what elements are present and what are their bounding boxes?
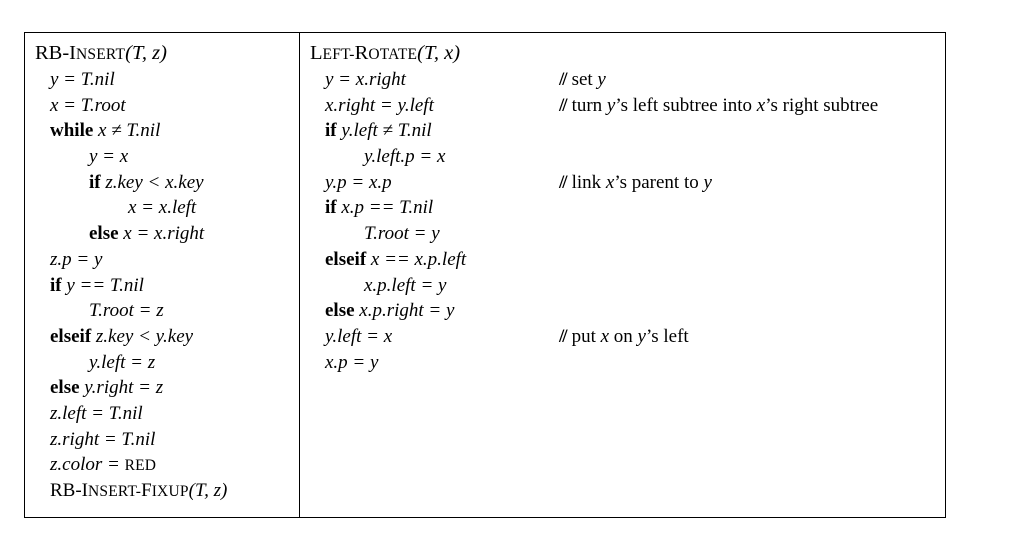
code-token: y [597,69,606,90]
code-comment [559,170,712,196]
code-token: turn [571,94,607,116]
code-token: z.right = T.nil [50,428,156,450]
code-token: RB-I [35,42,76,64]
code-line [35,452,227,478]
code-comment [559,324,689,350]
fixup-call-line [35,478,227,504]
code-token: link [571,171,606,193]
code-line [310,195,466,221]
code-token: y [703,171,712,193]
code-token: z.left = T.nil [50,402,143,424]
code-token: (T, z) [188,480,228,501]
code-token: // [559,171,566,193]
code-line [310,93,879,119]
code-line [35,401,227,427]
code-token: // [559,94,566,116]
code-line [310,324,689,350]
code-line [310,350,466,376]
code-token: x == x.p.left [370,248,467,270]
code-token: x [605,171,615,193]
code-line [35,93,227,119]
code-line [35,67,227,93]
code-token: y = T.nil [50,69,115,90]
code-token: x.p = y [325,351,379,373]
code-line [310,221,466,247]
code-token: NSERT- [88,483,142,500]
code-token: x = x.left [128,197,197,219]
code-token: y [637,325,646,347]
rb-insert-procedure [35,39,227,504]
code-token: x = x.right [123,223,205,245]
code-token: else [325,300,355,322]
code-token: z.key < y.key [95,325,194,347]
code-token: y.left.p = x [364,146,446,168]
code-token: ’s left [645,325,689,347]
code-token: L [310,42,323,64]
code-line [35,247,227,273]
code-token: ’s right subtree [765,94,879,116]
code-token: z.color = [50,454,125,476]
code-token: x.p == T.nil [341,197,434,219]
code-token: else [89,223,119,245]
code-token: else [50,377,80,399]
code-token: ’s left subtree into [615,94,757,116]
code-token: set [571,69,598,90]
code-token: RB-I [50,480,88,501]
code-token: OTATE [368,46,418,63]
code-token: // [559,325,566,347]
code-line [310,118,466,144]
code-token: elseif [50,325,92,347]
code-line [35,324,227,350]
code-token: x [600,325,610,347]
code-line [35,350,227,376]
code-token: R [354,42,369,64]
code-token: x.p.right = y [359,300,455,322]
code-token: NSERT [76,46,126,63]
code-token: if [50,274,62,296]
code-line [35,298,227,324]
code-token: z.p = y [50,248,103,270]
code-comment [559,93,878,119]
code-token: // [559,69,566,90]
code-token: if [325,197,337,219]
code-line [35,221,227,247]
code-token: EFT- [322,46,355,63]
code-token: (T, z) [125,42,167,64]
code-line [310,298,466,324]
code-token: if [89,171,101,193]
code-token: z.key < x.key [105,171,204,193]
code-token: x ≠ T.nil [98,120,161,142]
code-token: T.root = y [364,223,440,245]
code-token: if [325,120,337,142]
left-rotate-procedure [310,39,879,375]
code-token: y.left = x [325,325,393,347]
code-token: x [756,94,766,116]
code-token: elseif [325,248,367,270]
code-token: IXUP [151,483,189,500]
code-token: on [609,325,638,347]
code-token: y = x [89,146,129,168]
code-line [310,247,466,273]
code-token: put [571,325,601,347]
algorithm-figure-frame [24,32,946,518]
code-token: RED [124,457,157,475]
code-token: (T, x) [417,42,461,64]
code-token: y.left = z [89,351,156,373]
code-line [35,144,227,170]
code-line [35,375,227,401]
code-line [310,170,712,196]
code-token: y.right = z [84,377,164,399]
left-rotate-title [310,39,466,67]
code-line [35,195,227,221]
code-line [310,67,606,93]
code-line [35,427,227,453]
code-token: y.left ≠ T.nil [341,120,432,142]
code-token: x = T.root [50,94,126,116]
code-token: x.p.left = y [364,274,447,296]
code-token: ’s parent to [614,171,704,193]
code-line [310,144,466,170]
code-token: F [141,480,152,501]
code-token: y = x.right [325,69,406,90]
code-comment [559,67,606,93]
code-token: y.p = x.p [325,171,392,193]
code-token: y == T.nil [66,274,144,296]
code-token: y [606,94,616,116]
column-divider [299,33,300,517]
code-line [310,273,466,299]
code-line [35,170,227,196]
code-line [35,118,227,144]
rb-insert-title [35,39,227,67]
code-token: x.right = y.left [325,94,434,116]
code-token: T.root = z [89,300,164,322]
code-line [35,273,227,299]
code-token: while [50,120,94,142]
